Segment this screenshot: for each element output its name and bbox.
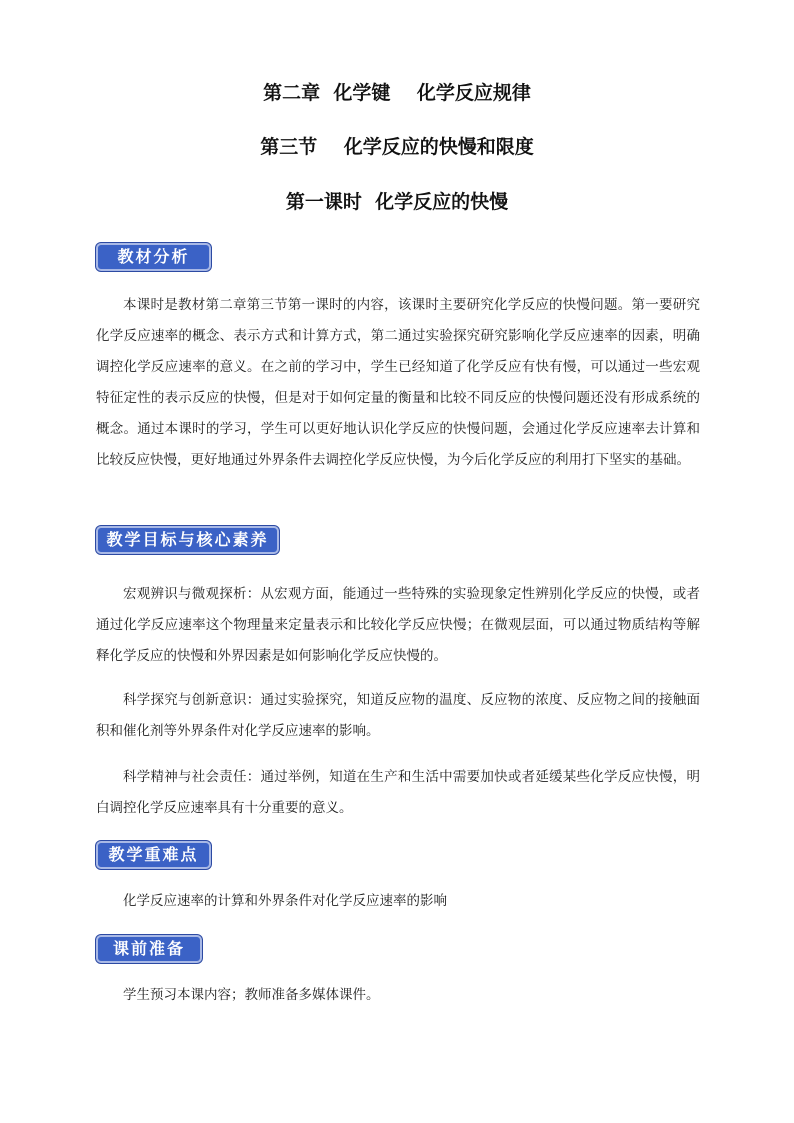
key-points-paragraph: 化学反应速率的计算和外界条件对化学反应速率的影响 [123,893,447,909]
lesson-title: 第一课时 化学反应的快慢 [285,191,509,213]
goal-paragraph-inquiry: 科学探究与创新意识：通过实验探究，知道反应物的温度、反应物的浓度、反应物之间的接触面积和催化剂等外界条件对化学反应速率的影响。 [96,692,700,739]
section-label-key-points: 教学重难点 [96,841,211,869]
goal-paragraph-responsibility: 科学精神与社会责任：通过举例，知道在生产和生活中需要加快或者延缓某些化学反应快慢，明白调控化学反应速率具有十分重要的意义。 [96,769,700,816]
goal-paragraph-macro-micro: 宏观辨识与微观探析：从宏观方面，能通过一些特殊的实验现象定性辨别化学反应的快慢，或者通过化学反应速率这个物理量来定量表示和比较化学反应快慢；在微观层面，可以通过物质结构等解释化学反应的快慢和外界因素是如何影响化学反应快慢的。 [96,586,700,664]
analysis-paragraph: 本课时是教材第二章第三节第一课时的内容，该课时主要研究化学反应的快慢问题。第一要研究化学反应速率的概念、表示方式和计算方式，第二通过实验探究研究影响化学反应速率的因素，明确调控化学反应速率的意义。在之前的学习中，学生已经知道了化学反应有快有慢，可以通过一些宏观特征定性的表示反应的快慢，但是对于如何定量的衡量和比较不同反应的快慢问题还没有形成系统的概念。通过本课时的学习，学生可以更好地认识化学反应的快慢问题，会通过化学反应速率去计算和比较反应快慢，更好地通过外界条件去调控化学反应快慢，为今后化学反应的利用打下坚实的基础。 [96,297,700,468]
section-label-analysis: 教材分析 [96,243,211,271]
section-label-preparation: 课前准备 [96,935,202,963]
chapter-title: 第二章 化学键 化学反应规律 [263,82,531,104]
section-title: 第三节 化学反应的快慢和限度 [260,136,534,158]
preparation-paragraph: 学生预习本课内容；教师准备多媒体课件。 [123,987,380,1003]
section-label-goals: 教学目标与核心素养 [96,526,279,554]
